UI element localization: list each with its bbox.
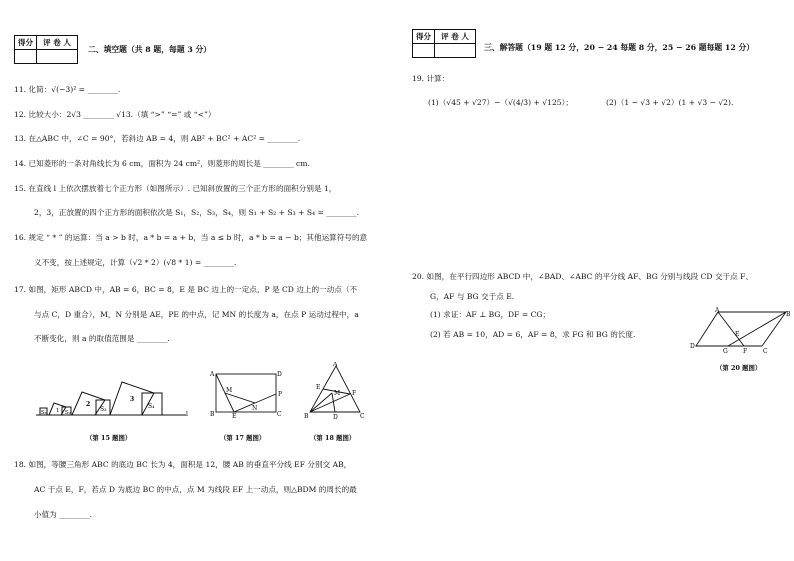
grader-label: 评 卷 人 (37, 36, 78, 50)
label-d: D (690, 343, 695, 350)
section-title-fill-blank: 二、填空题（共 8 题，每题 3 分） (88, 45, 212, 54)
question-18-line3: 小值为 ________. (34, 510, 92, 519)
label-f: F (352, 390, 357, 397)
question-19: 19. 计算： (412, 74, 450, 83)
question-19-part1: (1)（√45 + √27）−（√(4/3) + √125）； (428, 98, 573, 107)
question-16-line1: 16. 规定 “ * ” 的运算：当 a > b 时，a * b = a + b，当 a ≤ b 时，a * b = a − b；其他运算符号的意 (14, 233, 368, 242)
label-m: M (334, 390, 341, 397)
question-17-line1: 17. 如图，矩形 ABCD 中，AB = 6，BC = 8，E 是 BC 边上的一定点，P 是 CD 边上的一动点（不 (14, 285, 358, 294)
label-s1: S₁ (41, 410, 47, 416)
label-b: B (210, 411, 215, 418)
label-b: B (786, 311, 791, 318)
question-20-part2: (2) 若 AB = 10，AD = 6，AF = 8，求 FG 和 BG 的长度. (430, 330, 636, 339)
question-18-line2: AC 于点 E，F，若点 D 为底边 BC 的中点，点 M 为线段 EF 上一动点，则△BDM 的周长的最 (34, 485, 357, 494)
label-c: C (763, 348, 768, 355)
caption-figure-15: （第 15 题图） (86, 434, 132, 442)
label-d: D (333, 414, 338, 420)
label-e: E (232, 413, 237, 418)
score-label: 得分 (15, 36, 37, 50)
label-c: C (277, 411, 282, 418)
label-e: E (735, 331, 740, 338)
label-1: 1 (56, 408, 60, 414)
section-title-answers: 三、解答题（19 题 12 分，20 − 24 每题 8 分，25 − 26 题每题 12 分） (484, 43, 755, 52)
question-15-line1: 15. 在直线 l 上依次摆放着七个正方形（如图所示）. 已知斜放置的三个正方形的面积分别是 1， (14, 184, 337, 193)
question-20-line1: 20. 如图，在平行四边形 ABCD 中，∠BAD、∠ABC 的平分线 AF、BG 分别与线段 CD 交于点 F、 (412, 272, 753, 281)
question-14: 14. 已知菱形的一条对角线长为 6 cm，面积为 24 cm²，则菱形的周长是 ________ cm. (14, 159, 310, 168)
question-11: 11. 化简：√(−3)² = ________. (14, 85, 121, 94)
label-a: A (715, 307, 720, 314)
caption-figure-20: （第 20 题图） (716, 364, 762, 372)
figure-20 (688, 306, 792, 356)
question-13: 13. 在△ABC 中，∠C = 90°，若斜边 AB = 4，则 AB² + BC² + AC² = ________. (14, 134, 301, 143)
question-20-line2: G，AF 与 BG 交于点 E. (430, 292, 515, 301)
label-p: P (278, 391, 283, 398)
score-label: 得分 (413, 30, 435, 44)
label-s3: S₃ (100, 406, 107, 413)
figure-18 (302, 362, 368, 420)
label-e: E (316, 384, 321, 391)
question-17-line3: 不断变化，则 a 的取值范围是 ________. (34, 334, 170, 343)
score-box-left (14, 35, 78, 64)
label-c: C (360, 413, 365, 420)
label-3: 3 (130, 396, 135, 403)
question-15-line2: 2，3，正放置的四个正方形的面积依次是 S₁，S₂，S₃，S₄，则 S₁ + S₂ + S₃ + S₄ = ________. (34, 208, 360, 217)
label-n: N (252, 405, 258, 412)
label-l: l (186, 411, 188, 418)
grader-label: 评 卷 人 (435, 30, 476, 44)
label-s2: S₂ (65, 410, 71, 416)
label-b: B (304, 413, 309, 420)
label-2: 2 (86, 401, 91, 408)
figure-17 (208, 368, 284, 418)
question-18-line1: 18. 如图，等腰三角形 ABC 的底边 BC 长为 4，面积是 12，腰 AB 的垂直平分线 EF 分别交 AB， (14, 460, 352, 469)
label-a: A (210, 371, 215, 378)
label-d: D (277, 371, 282, 378)
label-a: A (333, 362, 338, 368)
label-g: G (723, 348, 728, 355)
question-20-part1: (1) 求证：AF ⊥ BG，DF = CG； (430, 310, 551, 319)
question-19-part2: (2)（1 − √3 + √2）(1 + √3 − √2). (606, 98, 734, 107)
question-12: 12. 比较大小：2√3 ________ √13.（填 “>” “=” 或 “<”） (14, 110, 216, 119)
label-s4: S₄ (148, 403, 155, 410)
label-f: F (743, 348, 748, 355)
question-17-line2: 与点 C，D 重合），M，N 分别是 AE，PE 的中点，记 MN 的长度为 a，在点 P 运动过程中，a (34, 310, 359, 319)
label-m: M (226, 387, 233, 394)
caption-figure-17: （第 17 题图） (220, 434, 266, 442)
figure-15 (36, 376, 192, 422)
question-16-line2: 义不变，按上述规定，计算（√2 * 2）(√8 * 1) = ________. (34, 258, 237, 267)
caption-figure-18: （第 18 题图） (310, 434, 356, 442)
score-box-right (412, 29, 476, 58)
